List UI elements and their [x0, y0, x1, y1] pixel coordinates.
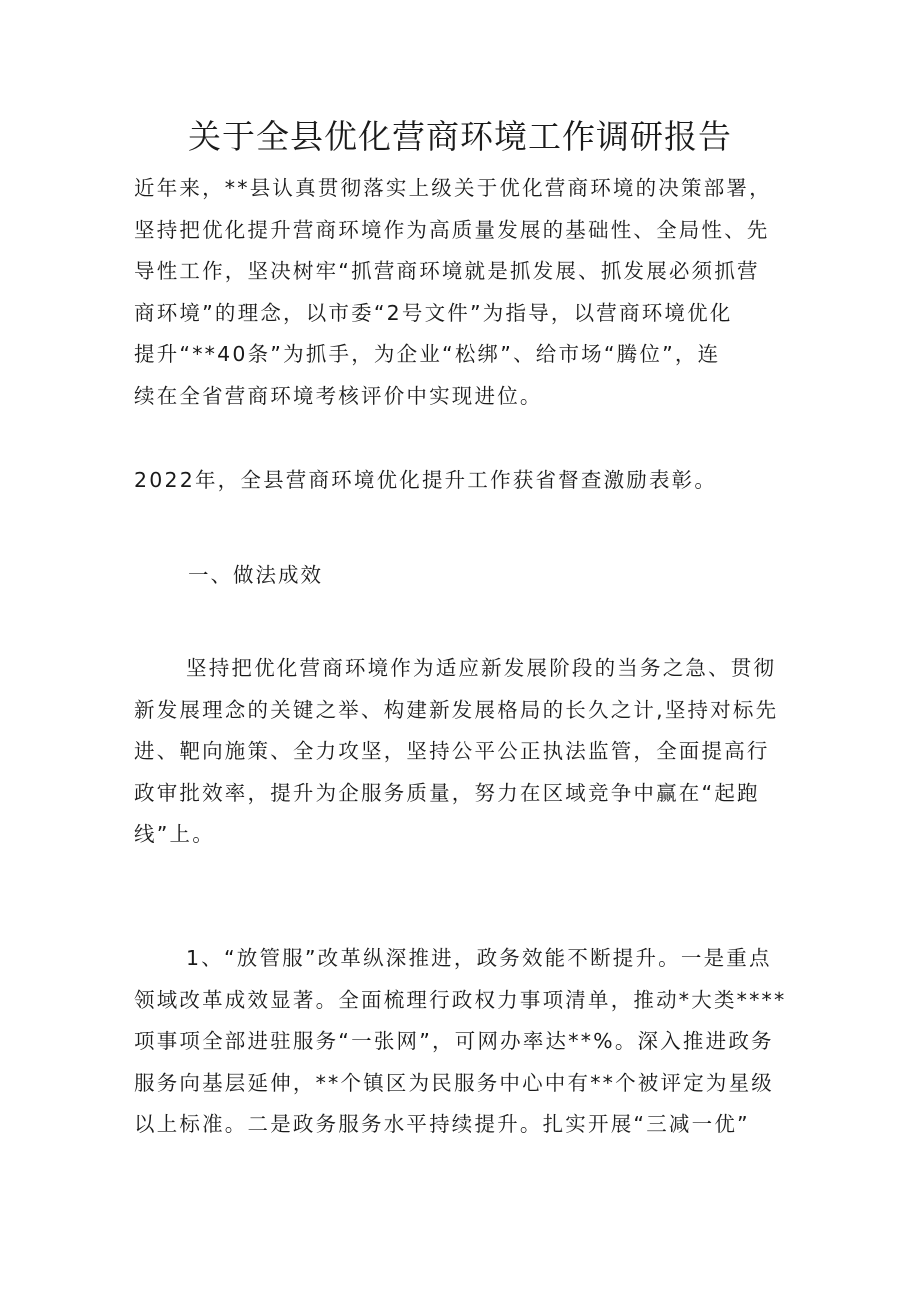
intro-line: 提升“**40条”为抓手，为企业“松绑”、给市场“腾位”，连 — [134, 342, 721, 366]
intro-line: 近年来，**县认真贯彻落实上级关于优化营商环境的决策部署， — [134, 176, 772, 200]
item1-line: 领域改革成效显著。全面梳理行政权力事项清单，推动*大类**** — [134, 987, 787, 1012]
document-title: 关于全县优化营商环境工作调研报告 — [188, 117, 732, 156]
section-heading: 一、做法成效 — [188, 563, 323, 587]
main-line: 坚持把优化营商环境作为适应新发展阶段的当务之急、贯彻 — [186, 656, 777, 680]
intro-line: 导性工作，坚决树牢“抓营商环境就是抓发展、抓发展必须抓营 — [134, 259, 760, 283]
main-line: 线”上。 — [134, 822, 215, 846]
item1-line: 项事项全部进驻服务“一张网”，可网办率达**%。深入推进政务 — [134, 1029, 774, 1053]
intro-line: 坚持把优化提升营商环境作为高质量发展的基础性、全局性、先 — [134, 217, 770, 242]
item1-line: 以上标准。二是政务服务水平持续提升。扎实开展“三减一优” — [134, 1112, 750, 1136]
intro-line: 续在全省营商环境考核评价中实现进位。 — [134, 383, 543, 408]
main-line: 新发展理念的关键之举、构建新发展格局的长久之计,坚持对标先 — [134, 697, 779, 722]
item1-paragraph — [134, 938, 794, 1146]
main-line: 进、靶向施策、全力攻坚，坚持公平公正执法监管，全面提高行 — [134, 739, 770, 763]
main-line: 政审批效率，提升为企服务质量，努力在区域竞争中赢在“起跑 — [134, 780, 760, 805]
item1-line: 1、“放管服”改革纵深推进，政务效能不断提升。一是重点 — [186, 946, 772, 970]
main-paragraph — [134, 648, 794, 856]
intro-line: 商环境”的理念，以市委“2号文件”为指导，以营商环境优化 — [134, 300, 733, 325]
intro-paragraph — [134, 168, 794, 417]
year-line: 2022年，全县营商环境优化提升工作获省督查激励表彰。 — [134, 468, 718, 492]
item1-line: 服务向基层延伸，**个镇区为民服务中心中有**个被评定为星级 — [134, 1070, 774, 1095]
year-paragraph — [134, 460, 794, 502]
